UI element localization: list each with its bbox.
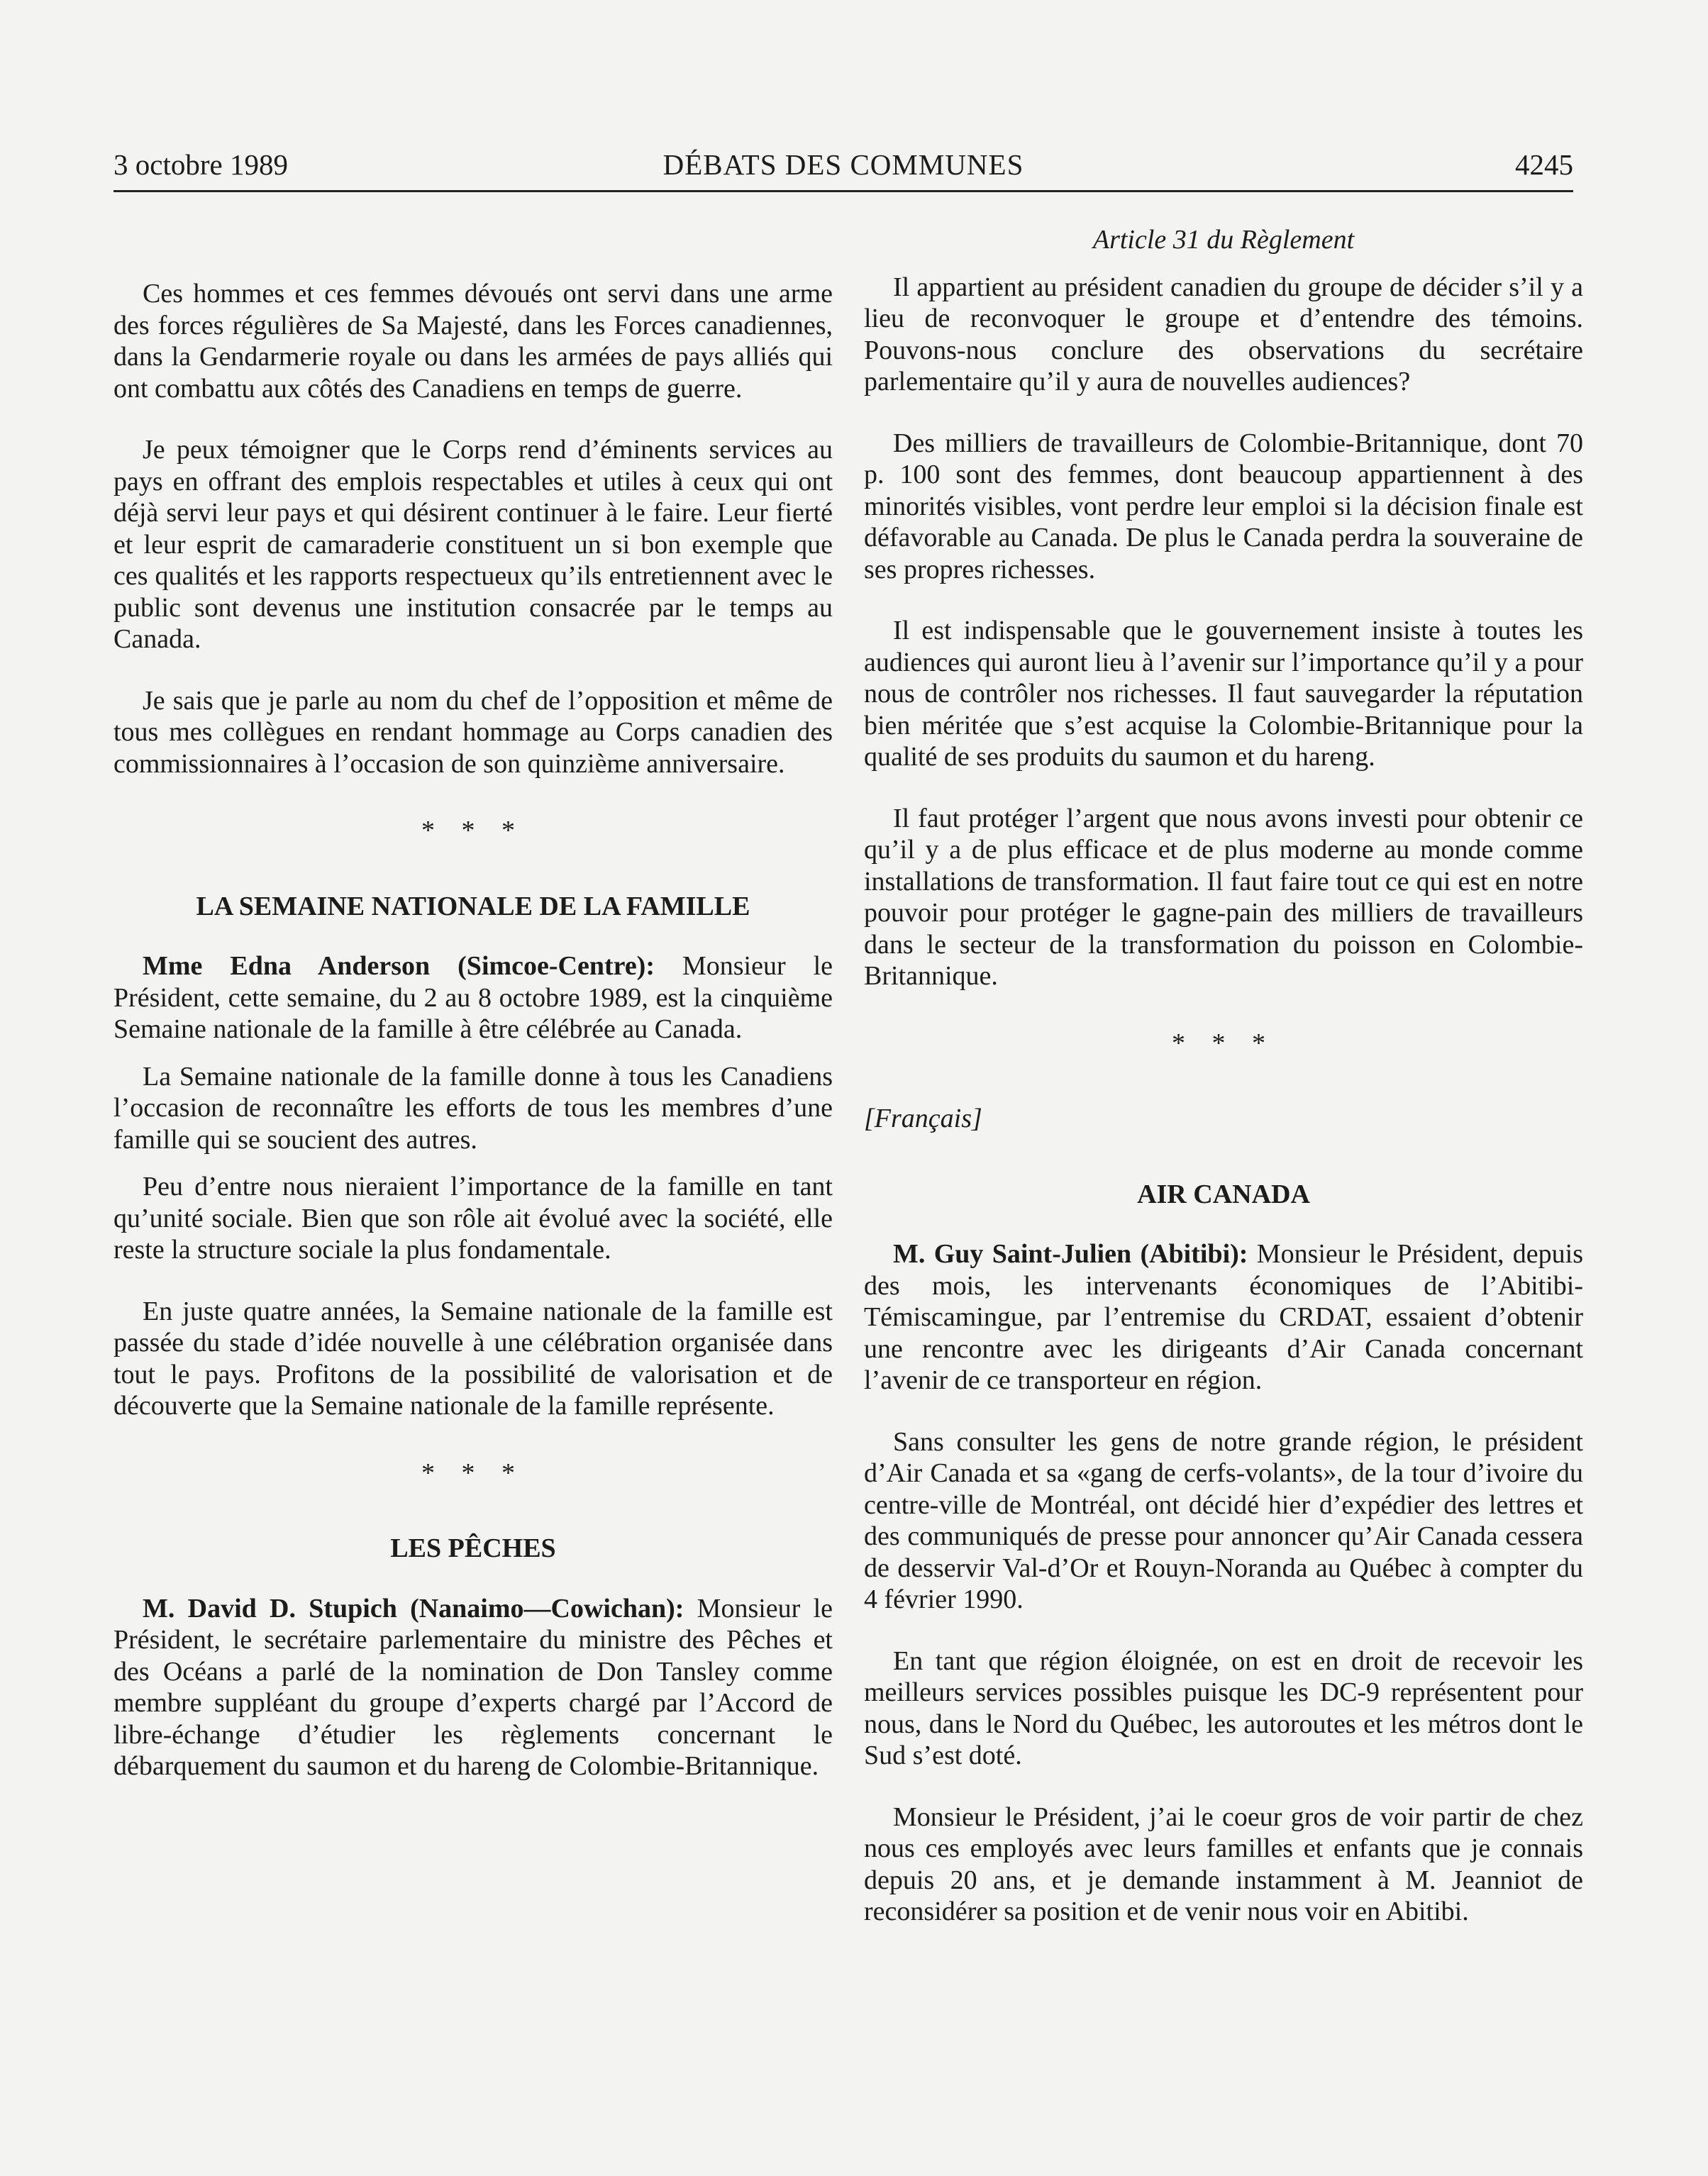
- header-date: 3 octobre 1989: [113, 148, 288, 181]
- speaker-name: M. David D. Stupich (Nanaimo—Cowichan):: [143, 1593, 684, 1623]
- paragraph: En juste quatre années, la Semaine nationale de la famille est passée du stade d’idée nouvelle à une célébration organisée dans tout le pays. Profitons de la possibilité de valorisation et de découverte que la Semaine nationale de la famille représente.: [113, 1296, 833, 1421]
- paragraph: [113, 1593, 833, 1782]
- section-heading: AIR CANADA: [1137, 1179, 1310, 1209]
- right-column: [864, 224, 1583, 1928]
- speech-text: Monsieur le Président, le secrétaire parlementaire du ministre des Pêches et des Océans a parlé de la nomination de Don Tansley comme membre suppléant du groupe d’experts chargé par l’Accord de libre-échange d’étudier les règlements concernant le débarquement du saumon et du hareng de Colombie-Britannique.: [113, 1593, 833, 1781]
- language-marker: [Français]: [864, 1104, 982, 1133]
- section-separator: * * *: [1172, 1028, 1275, 1058]
- paragraph: Monsieur le Président, j’ai le coeur gros de voir partir de chez nous ces employés avec leurs familles et enfants que je connais depuis 20 ans, et je demande instamment à M. Jeanniot de reconsidérer sa position et de venir nous voir en Abitibi.: [864, 1802, 1583, 1926]
- speech-text: Monsieur le Président, depuis des mois, les intervenants économiques de l’Abitibi-Témiscamingue, par l’entremise du CRDAT, essaient d’obtenir une rencontre avec les dirigeants d’Air Canada concernant l’avenir de ce transporteur en région.: [864, 1239, 1583, 1395]
- paragraph: La Semaine nationale de la famille donne à tous les Canadiens l’occasion de reconnaître les efforts de tous les membres d’une famille qui se soucient des autres.: [113, 1061, 833, 1155]
- section-separator: * * *: [421, 1458, 525, 1488]
- page-header: [113, 148, 1573, 192]
- paragraph: Je peux témoigner que le Corps rend d’éminents services au pays en offrant des emplois respectables et utiles à ceux qui ont déjà servi leur pays et qui désirent continuer à le faire. Leur fierté et leur esprit de camaraderie constituent un si bon exemple que ces qualités et les rapports respectueux qu’ils entretiennent avec le public sont devenus une institution consacrée par le temps au Canada.: [113, 435, 833, 654]
- page-number: 4245: [1515, 148, 1573, 181]
- section-heading: LA SEMAINE NATIONALE DE LA FAMILLE: [196, 891, 750, 921]
- speaker-name: Mme Edna Anderson (Simcoe-Centre):: [143, 951, 655, 981]
- paragraph: Peu d’entre nous nieraient l’importance de la famille en tant qu’unité sociale. Bien que son rôle ait évolué avec la société, elle reste la structure sociale la plus fondamentale.: [113, 1172, 833, 1265]
- paragraph: [113, 950, 833, 1045]
- section-separator: * * *: [421, 816, 525, 845]
- speech-text: Monsieur le Président, cette semaine, du 2 au 8 octobre 1989, est la cinquième Semaine nationale de la famille à être célébrée au Canada.: [113, 951, 833, 1044]
- header-title: DÉBATS DES COMMUNES: [662, 148, 1024, 181]
- paragraph: Je sais que je parle au nom du chef de l’opposition et même de tous mes collègues en rendant hommage au Corps canadien des commissionnaires à l’occasion de son quinzième anniversaire.: [113, 685, 833, 779]
- paragraph: Sans consulter les gens de notre grande région, le président d’Air Canada et sa «gang de cerfs-volants», de la tour d’ivoire du centre-ville de Montréal, ont décidé hier d’expédier des lettres et des communiqués de presse pour annoncer qu’Air Canada cessera de desservir Val-d’Or et Rouyn-Noranda au Québec à compter du 4 février 1990.: [864, 1426, 1583, 1614]
- paragraph: En tant que région éloignée, on est en droit de recevoir les meilleurs services possibles puisque les DC-9 représentent pour nous, dans le Nord du Québec, les autoroutes et les métros dont le Sud s’est doté.: [864, 1645, 1583, 1770]
- section-heading: LES PÊCHES: [390, 1533, 556, 1563]
- paragraph: Des milliers de travailleurs de Colombie-Britannique, dont 70 p. 100 sont des femmes, dont beaucoup appartiennent à des minorités visibles, vont perdre leur emploi si la décision finale est défavorable au Canada. De plus le Canada perdra la souveraine de ses propres richesses.: [864, 428, 1583, 584]
- article-reference: Article 31 du Règlement: [1092, 225, 1355, 255]
- paragraph: Il appartient au président canadien du groupe de décider s’il y a lieu de reconvoquer le groupe et d’entendre des témoins. Pouvons-nous conclure des observations du secrétaire parlementaire qu’il y aura de nouvelles audiences?: [864, 272, 1583, 396]
- speaker-name: M. Guy Saint-Julien (Abitibi):: [893, 1239, 1248, 1269]
- paragraph: Il faut protéger l’argent que nous avons investi pour obtenir ce qu’il y a de plus efficace et de plus moderne au monde comme installations de transformation. Il faut faire tout ce qui est en notre pouvoir pour protéger le gagne-pain des milliers de travailleurs dans le secteur de la transformation du poisson en Colombie-Britannique.: [864, 803, 1583, 991]
- paragraph: [864, 1238, 1583, 1397]
- paragraph: Il est indispensable que le gouvernement insiste à toutes les audiences qui auront lieu à l’avenir sur l’importance qu’il y a pour nous de contrôler nos richesses. Il faut sauvegarder la réputation bien méritée que s’est acquise la Colombie-Britannique pour la qualité de ses produits du saumon et du hareng.: [864, 616, 1583, 772]
- paragraph: Ces hommes et ces femmes dévoués ont servi dans une arme des forces régulières de Sa Majesté, dans les Forces canadiennes, dans la Gendarmerie royale ou dans les armées de pays alliés qui ont combattu aux côtés des Canadiens en temps de guerre.: [113, 279, 833, 404]
- left-column: [113, 278, 833, 1782]
